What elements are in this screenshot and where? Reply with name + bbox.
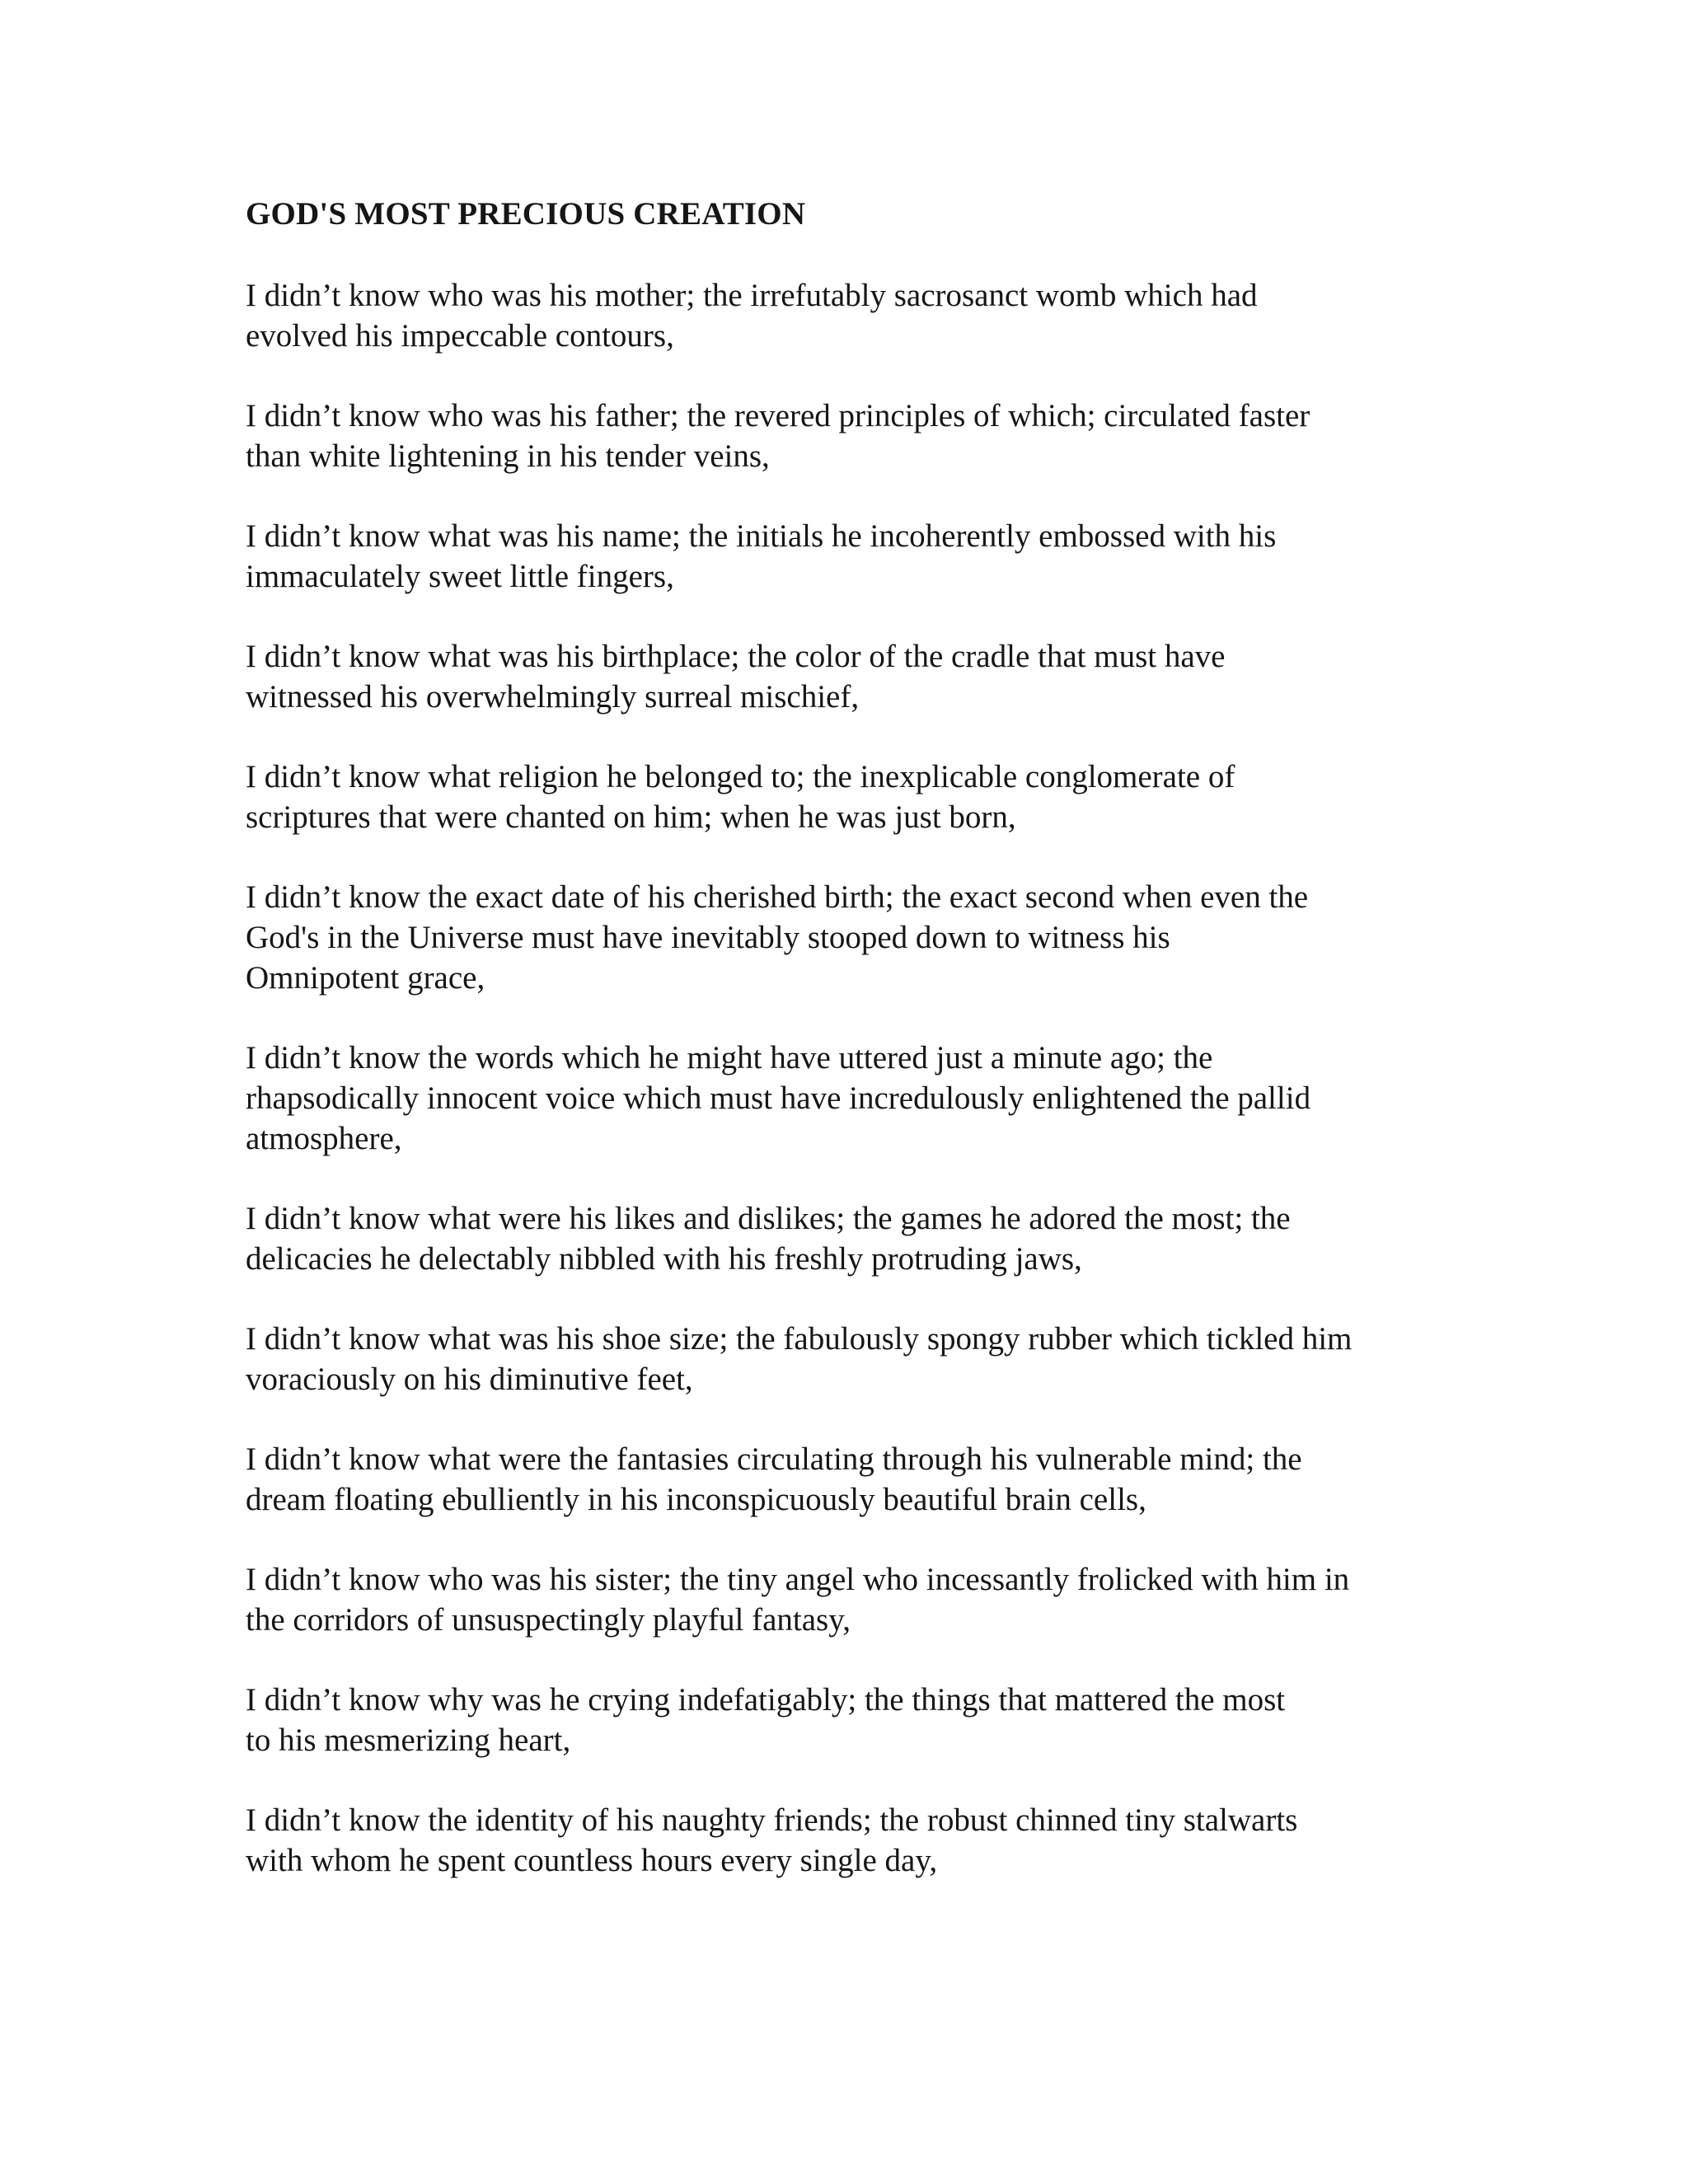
poem-line: I didn’t know who was his sister; the tiny angel who incessantly frolicked with him in (246, 1562, 1350, 1597)
stanza (246, 1319, 1441, 1399)
poem-line: than white lightening in his tender veins, (246, 438, 770, 474)
poem-line: witnessed his overwhelmingly surreal mischief, (246, 679, 860, 715)
stanza (246, 275, 1441, 356)
stanza (246, 516, 1441, 597)
poem-title: GOD'S MOST PRECIOUS CREATION (246, 196, 806, 232)
stanza (246, 757, 1441, 837)
poem-line: to his mesmerizing heart, (246, 1722, 571, 1758)
poem-line: dream floating ebulliently in his inconspicuously beautiful brain cells, (246, 1482, 1146, 1517)
poem-line: I didn’t know who was his mother; the irrefutably sacrosanct womb which had (246, 278, 1258, 313)
poem-line: I didn’t know why was he crying indefatigably; the things that mattered the most (246, 1682, 1286, 1718)
stanza (246, 396, 1441, 476)
poem-line: I didn’t know the identity of his naughty friends; the robust chinned tiny stalwarts (246, 1802, 1298, 1838)
poem-line: I didn’t know who was his father; the revered principles of which; circulated faster (246, 398, 1311, 434)
stanza (246, 1800, 1441, 1881)
stanza (246, 636, 1441, 717)
stanza (246, 1680, 1441, 1760)
stanza (246, 1559, 1441, 1640)
poem-line: rhapsodically innocent voice which must have incredulously enlightened the pallid (246, 1080, 1311, 1116)
poem-line: Omnipotent grace, (246, 960, 485, 996)
stanza (246, 1198, 1441, 1279)
poem-line: God's in the Universe must have inevitably stooped down to witness his (246, 920, 1170, 955)
poem-body (246, 194, 1441, 1920)
poem-line: I didn’t know what were the fantasies circulating through his vulnerable mind; the (246, 1441, 1302, 1477)
poem-line: voraciously on his diminutive feet, (246, 1361, 693, 1397)
poem-line: delicacies he delectably nibbled with his freshly protruding jaws, (246, 1241, 1082, 1277)
poem-line: I didn’t know what were his likes and dislikes; the games he adored the most; the (246, 1201, 1291, 1236)
poem-line: I didn’t know what was his birthplace; the color of the cradle that must have (246, 639, 1226, 674)
stanza (246, 877, 1441, 998)
poem-line: evolved his impeccable contours, (246, 318, 674, 354)
stanza (246, 1439, 1441, 1520)
poem-line: I didn’t know the exact date of his cherished birth; the exact second when even the (246, 879, 1309, 915)
poem-line: the corridors of unsuspectingly playful fantasy, (246, 1602, 851, 1638)
poem-line: scriptures that were chanted on him; when he was just born, (246, 799, 1016, 835)
poem-line: I didn’t know what was his name; the initials he incoherently embossed with his (246, 518, 1277, 554)
stanza (246, 1038, 1441, 1159)
poem-line: I didn’t know what religion he belonged to; the inexplicable conglomerate of (246, 759, 1236, 794)
poem-line: immaculately sweet little fingers, (246, 559, 674, 594)
poem-line: I didn’t know the words which he might have uttered just a minute ago; the (246, 1040, 1213, 1076)
poem-line: with whom he spent countless hours every single day, (246, 1843, 938, 1878)
poem-line: I didn’t know what was his shoe size; the fabulously spongy rubber which tickled him (246, 1321, 1353, 1357)
poem-line: atmosphere, (246, 1121, 402, 1156)
